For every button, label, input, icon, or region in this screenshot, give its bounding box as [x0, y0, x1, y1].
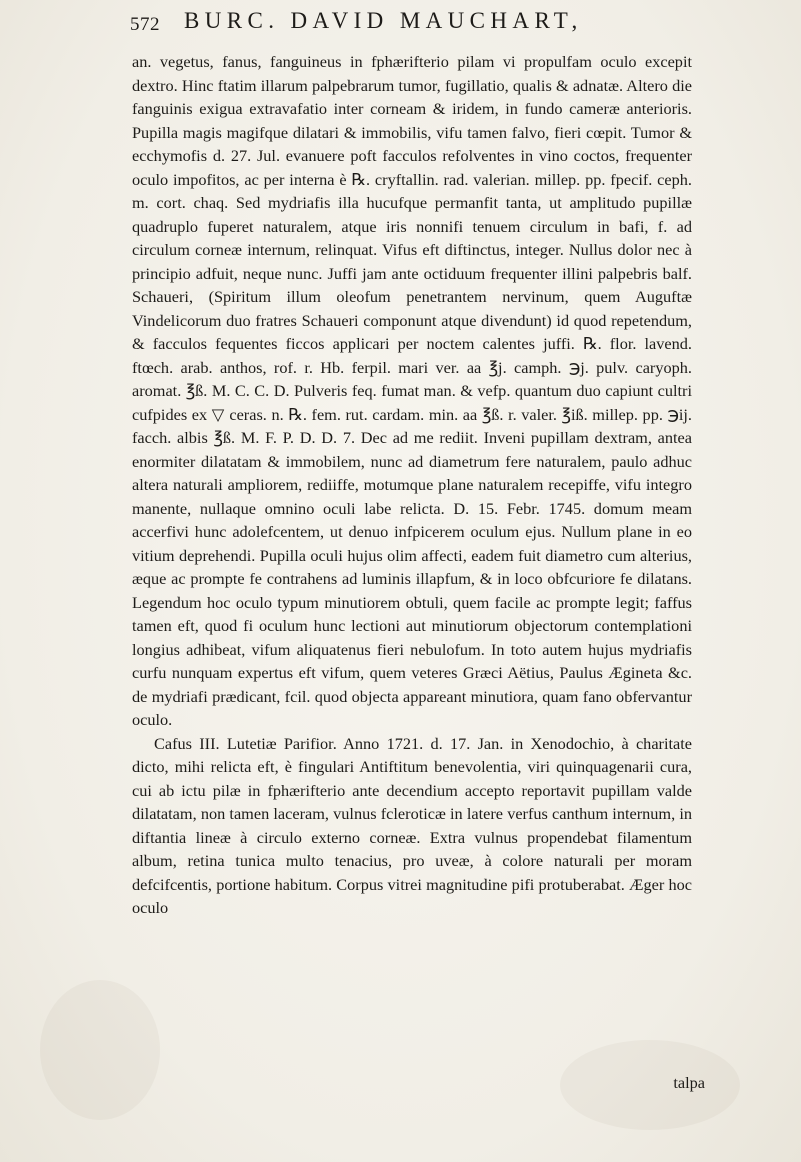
page-number: 572 [130, 14, 160, 35]
catchword: talpa [673, 1073, 705, 1092]
running-head: BURC. DAVID MAUCHART, [184, 8, 583, 33]
body-text [132, 50, 692, 920]
page-header [130, 4, 690, 40]
paper-stain [560, 1040, 740, 1130]
paper-stain [40, 980, 160, 1120]
paragraph-case-iii: Cafus III. Lutetiæ Parifior. Anno 1721. d. 17. Jan. in Xenodochio, à charitate dicto, mihi relicta eft, è fingulari Antiftitum benevolentia, viri quinquagenarii cura, cui ab ictu pilæ in fphærifterio ante decendium accepto reportavit pupillam valde dilatatam, non tamen laceram, vulnus fcleroticæ in latere verfus canthum internum, in diftantia lineæ à circulo externo corneæ. Extra vulnus propendebat filamentum album, retina tunica multo tenacius, pro uveæ, à colore naturali per moram defcifcentis, portione habitum. Corpus vitrei magnitudine pifi protuberabat. Æger hoc oculo [132, 733, 692, 917]
paragraph-case-ii-continued: an. vegetus, fanus, fanguineus in fphærifterio pilam vi propulfam oculo excepit dextro. Hinc ftatim illarum palpebrarum tumor, fugillatio, qualis & adnatæ. Altero die fanguinis exigua extravafatio inter corneam & iridem, in fundo cameræ anterioris. Pupilla magis magifque dilatari & immobilis, vifu tamen falvo, fieri cœpit. Tumor & ecchymofis d. 27. Jul. evanuere poft facculos refolventes in vino coctos, frequenter oculo impofitos, ac per interna è ℞. cryftallin. rad. valerian. millep. pp. fpecif. ceph. m. cort. chaq. Sed mydriafis illa hucufque permanfit tanta, ut amplitudo pupillæ quadruplo fuperet naturalem, atque iris nonnifi tenuem circulum in bafi, f. ad circulum corneæ internum, relinquat. Vifus eft diftinctus, integer. Nullus dolor nec à principio adfuit, neque nunc. Juffi jam ante octiduum frequenter illini palpebris balf. Schaueri, (Spiritum illum oleofum penetrantem nervinum, quem Auguftæ Vindelicorum duo fratres Schaueri componunt atque divendunt) id quod repetendum, & facculos fequentes ficcos applicari per noctem calentes juffi. ℞. flor. lavend. ftœch. arab. anthos, rof. r. Hb. ferpil. mari ver. aa ℥j. camph. ℈j. pulv. caryoph. aromat. ℥ß. M. C. C. D. Pulveris feq. fumat man. & vefp. quantum duo capiunt cultri cufpides ex ▽ ceras. n. ℞. fem. rut. cardam. min. aa ℥ß. r. valer. ℥iß. millep. pp. ℈ij. facch. albis ℥ß. M. F. P. D. D. 7. Dec ad me rediit. Inveni pupillam dextram, antea enormiter dilatatam & immobilem, nunc ad diametrum fere naturalem, paulo adhuc altera naturali ampliorem, rediiffe, motumque plane naturalem recepiffe, vifu integro manente, nullaque omnino oculi labe relicta. D. 15. Febr. 1745. domum meam accerfivi hunc adolefcentem, ut denuo infpicerem oculum ejus. Nullum plane in eo vitium deprehendi. Pupilla oculi hujus olim affecti, eadem fuit diametro cum alterius, æque ac prompte fe contrahens ad luminis illapfum, & in loco obfcuriore fe dilatans. Legendum hoc oculo typum minutiorem obtuli, quem facile ac prompte legit; faffus tamen eft, quod fi oculum hunc lectioni aut minutiorum objectorum contemplationi longius adhibeat, vifum aliquatenus fieri nebulofum. In toto autem hujus mydriafis curfu nunquam expertus eft vifum, quem veteres Græci Aëtius, Paulus Ægineta &c. de mydriafi prædicant, fcil. quod objecta appareant minutiora, quam fano obfervantur oculo. [132, 52, 692, 729]
